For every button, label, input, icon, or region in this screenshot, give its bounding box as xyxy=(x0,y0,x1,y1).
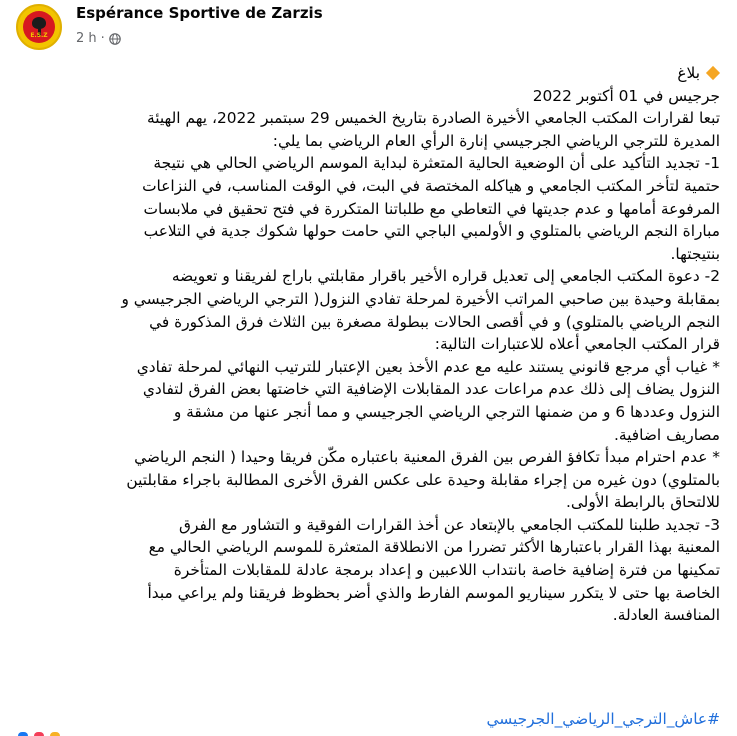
post-line: بنتيجتها. xyxy=(670,244,720,263)
meta-separator: · xyxy=(100,31,105,46)
post-line: تمكينها من فترة إضافية خاصة بانتداب اللاعبين و إعداد برمجة عادلة للمقابلات المتأخرة xyxy=(173,561,720,580)
post-line: المنافسة العادلة. xyxy=(612,606,720,625)
post-line: بمقابلة وحيدة بين صاحبي المراتب الأخيرة لمرحلة تفادي النزول( الترجي الرياضي الجرجيسي و xyxy=(121,289,720,308)
hashtag-link[interactable]: #عاش_الترجي_الرياضي_الجرجيسي xyxy=(486,710,720,728)
post-line: للالتحاق بالرابطة الأولى. xyxy=(565,493,720,512)
post-line: الخاصة بها حتى لا يتكرر سيناريو الموسم الفارط والذي أضر بحظوظ فريقنا ولم يراعي مبدأ xyxy=(147,583,720,602)
post-header xyxy=(0,0,737,60)
post-line: بالمتلوي) دون غيره من إجراء مقابلة وحيدة على عكس الفرق الأخرى المطالبة باجراء مقابلتين xyxy=(126,470,720,489)
post-line-text: بلاغ xyxy=(677,64,700,82)
post-line: تبعا لقرارات المكتب الجامعي الأخيرة الصادرة بتاريخ الخميس 29 سبتمبر 2022، يهم الهيئة xyxy=(146,109,720,128)
globe-icon[interactable] xyxy=(109,33,121,45)
care-reaction-icon[interactable] xyxy=(50,732,60,736)
post-line: النزول وعددها 6 و من ضمنها الترجي الرياضي الجرجيسي و مما أنجر عنها من مشقة و xyxy=(173,402,720,421)
page-name[interactable]: Espérance Sportive de Zarzis xyxy=(76,4,323,22)
post-line xyxy=(14,62,720,85)
post-meta xyxy=(76,31,121,46)
page-avatar[interactable] xyxy=(16,4,62,50)
post-line: النجم الرياضي بالمتلوي) و في أقصى الحالات ببطولة مصغرة بين الثلاث فرق المذكورة في xyxy=(149,312,720,331)
post-line: مصاريف اضافية. xyxy=(614,425,720,444)
post-line: مباراة النجم الرياضي بالمتلوي و الأولمبي الباجي التي حامت حولها شكوك جدية في التلاعب xyxy=(143,222,720,241)
love-reaction-icon[interactable] xyxy=(34,732,44,736)
avatar-logo xyxy=(23,11,55,43)
post-line: المرفوعة أمامها و عدم جديتها في التعاطي مع طلباتنا المتكررة في فتح تحقيق في ملابسات xyxy=(143,199,720,218)
avatar-label: E.S.Z xyxy=(30,32,48,39)
post-line: 3- تجديد طلبنا للمكتب الجامعي بالإبتعاد عن أخذ القرارات الفوقية و التشاور مع الفرق xyxy=(179,515,720,534)
post-line: 2- دعوة المكتب الجامعي إلى تعديل قراره الأخير باقرار مقابلتي باراج لفريقنا و تعويضه xyxy=(171,267,720,286)
post-text xyxy=(14,62,720,627)
post-line: النزول يضاف إلى ذلك عدم مراعات عدد المقابلات الإضافية التي خاضتها بعض الفرق لتفادي xyxy=(142,380,720,399)
post-line: المديرة للترجي الرياضي الجرجيسي إنارة الرأي العام الرياضي بما يلي: xyxy=(272,131,720,150)
post-line: 1- تجديد التأكيد على أن الوضعية الحالية المتعثرة لبداية الموسم الرياضي الحالي هي نتيجة xyxy=(153,154,720,173)
reaction-strip xyxy=(0,732,160,736)
like-reaction-icon[interactable] xyxy=(18,732,28,736)
post-time[interactable]: 2 h xyxy=(76,31,97,46)
post-line: قرار المكتب الجامعي أعلاه للاعتبارات التالية: xyxy=(434,335,720,354)
orange-diamond-icon xyxy=(706,66,720,80)
post-line: حتمية لتأخر المكتب الجامعي و هياكله المختصة في البت، في الوقت المناسب، في النزاعات xyxy=(142,176,720,195)
post-line: * غياب أي مرجع قانوني يستند عليه مع عدم الأخذ بعين الإعتبار للترتيب النهائي لمرحلة تفادي xyxy=(136,357,720,376)
post-line: * عدم احترام مبدأ تكافؤ الفرص بين الفرق المعنية باعتباره مكّن فريقا وحيدا ( النجم الرياضي xyxy=(134,448,720,467)
post-line: جرجيس في 01 أكتوبر 2022 xyxy=(532,86,720,105)
post-line: المعنية بهذا القرار باعتبارها الأكثر تضررا من الانطلاقة المتعثرة للموسم الرياضي الحالي مع xyxy=(148,538,720,557)
